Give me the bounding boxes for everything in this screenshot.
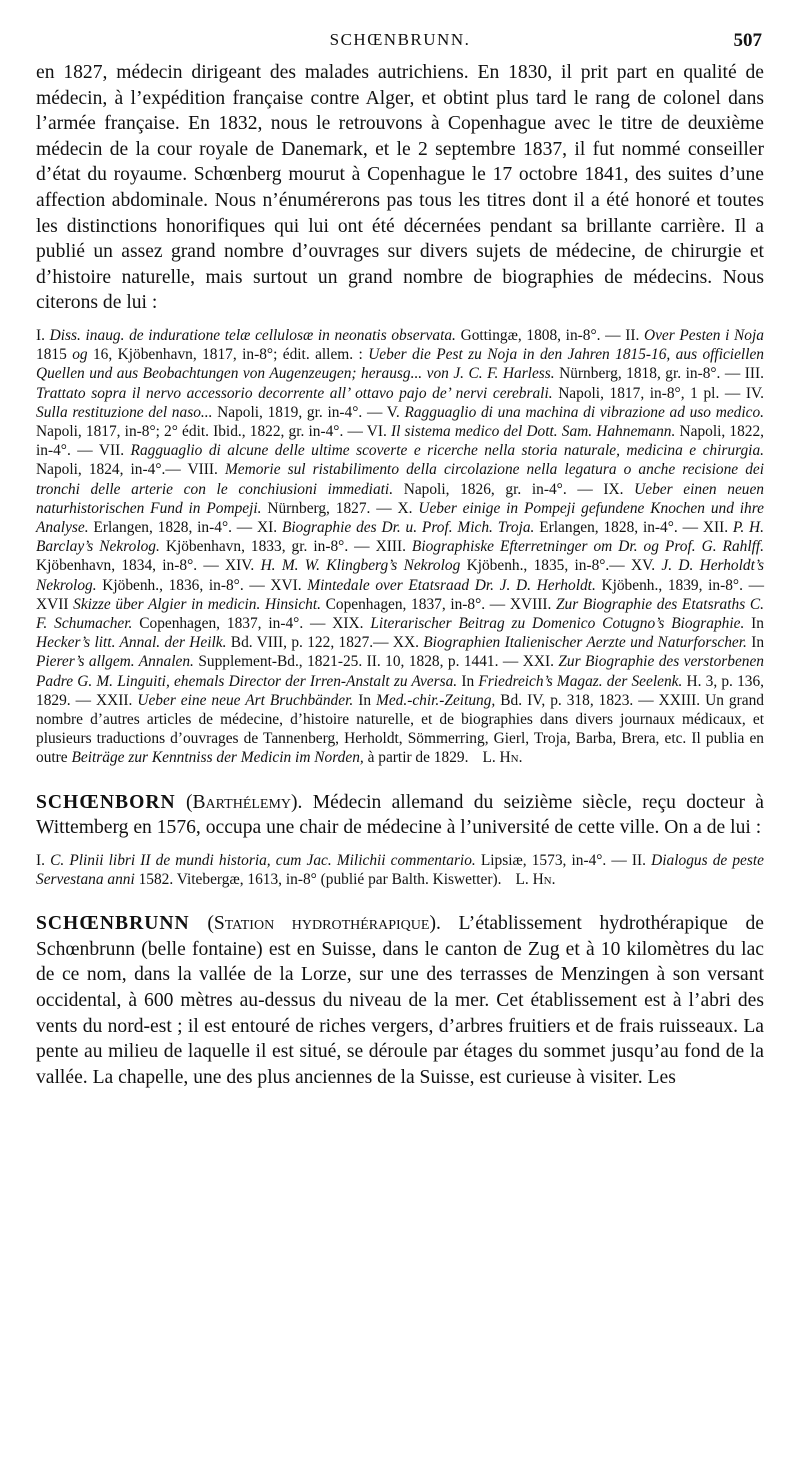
work-title: Friedreich’s Magaz. der Seelenk. bbox=[478, 672, 683, 690]
work-title: Ragguaglio di una machina di vibrazione ad uso medico. bbox=[404, 403, 764, 421]
work-number: XXIII. bbox=[658, 691, 706, 709]
work-details: Gottingæ, 1808, in-8°. — bbox=[455, 326, 626, 344]
work-details: 1582. Vitebergæ, 1613, in-8° (publié par Balth. Kiswetter). bbox=[134, 871, 502, 888]
work-title: Dialogus de peste Servestana anni bbox=[36, 851, 764, 888]
work-title: Biographien Italienischer Aerzte und Naturforscher. bbox=[423, 634, 747, 652]
work-details: In bbox=[457, 672, 479, 690]
bibliography-item bbox=[72, 346, 368, 363]
work-details: Erlangen, 1828, in-4°. — bbox=[534, 518, 703, 536]
work-title: Beiträge zur Kenntniss der Medicin im Norden, bbox=[71, 749, 364, 767]
work-title: Hecker’s litt. Annal. der Heilk. bbox=[36, 634, 227, 652]
work-number: II. bbox=[625, 326, 644, 344]
work-title: Med.-chir.-Zeitung, bbox=[376, 691, 496, 709]
work-details: Erlangen, 1828, in-4°. — bbox=[88, 518, 258, 536]
bibliography-item bbox=[71, 749, 468, 766]
work-details: Lipsiæ, 1573, in-4°. — bbox=[475, 851, 632, 869]
work-title: Ueber die Pest zu Noja in den Jahren 1815-16, aus officiellen Quellen und aus Beobachtungen von Augenzeugen; herausg... von J. C. F. Harless. bbox=[36, 346, 764, 383]
work-number: XVIII. bbox=[509, 595, 556, 613]
work-details: Kjöbenh., 1836, in-8°. — bbox=[96, 576, 271, 594]
work-number: XXI. bbox=[522, 653, 559, 671]
work-title: Trattato sopra il nervo accessorio decorrente all’ ottavo pajo de’ nervi cerebrali. bbox=[36, 384, 553, 402]
work-title: Biographiske Efterretninger om Dr. og Prof. G. Rahlff. bbox=[411, 538, 765, 556]
work-number: XX. bbox=[392, 634, 424, 652]
entry-schoenborn bbox=[36, 790, 764, 890]
work-number: IV. bbox=[745, 384, 764, 402]
work-title: Sulla restituzione del naso... bbox=[36, 403, 213, 421]
work-details: Bd. IV, p. 318, 1823. — bbox=[495, 691, 659, 709]
work-title: Zur Biographie des Etatsraths C. F. Schumacher. bbox=[36, 595, 764, 632]
work-details: à partir de 1829. bbox=[363, 749, 469, 767]
work-number: X. bbox=[397, 499, 419, 517]
work-title: Ueber einige in Pompeji gefundene Knochen und ihre Analyse. bbox=[36, 499, 764, 536]
schoenborn-qualifier: (Barthélemy). bbox=[185, 791, 303, 813]
work-details: Copenhagen, 1837, in-4°. — bbox=[132, 614, 333, 632]
work-title: Biographie des Dr. u. Prof. Mich. Troja. bbox=[281, 518, 535, 536]
work-details: In bbox=[744, 614, 764, 632]
running-head: SCHŒNBRUNN. bbox=[329, 30, 471, 49]
work-title: P. H. Barclay’s Nekrolog. bbox=[36, 518, 764, 556]
bibliography-item bbox=[36, 653, 523, 670]
work-details: Nürnberg, 1818, gr. in-8°. — bbox=[554, 365, 745, 383]
schoenbrunn-paragraph bbox=[36, 911, 764, 1090]
schoenbrunn-text: L’établissement hydrothérapique de Schœnbrunn (belle fontaine) est en Suisse, dans le canton de Zug et à 10 kilomètres du lac de ce nom, dans la vallée de la Lorze, sur une des terrasses de Menzingen à son versant occidental, à 600 mètres au-dessus du niveau de la mer. Cet établissement est à l’abri des vents du nord-est ; il est entouré de riches vergers, d’arbres fruitiers et de frais ruisseaux. La pente au milieu de laquelle il est situé, se déroule par étages du sommet jusqu’au fond de la vallée. La chapelle, une des plus anciennes de la Suisse, est curieuse à visiter. Les bbox=[36, 913, 764, 1088]
work-title: Diss. inaug. de induratione telæ cellulosæ in neonatis observata. bbox=[49, 326, 456, 344]
work-number: XVII bbox=[36, 595, 74, 613]
schoenborn-works-list bbox=[36, 852, 764, 888]
work-details: Kjöbenhavn, 1834, in-8°. — bbox=[36, 557, 226, 575]
work-details: Kjöbenhavn, 1833, gr. in-8°. — bbox=[159, 538, 376, 556]
work-number: VII. bbox=[98, 442, 131, 460]
work-details: H. 3, p. 136, 1829. — bbox=[36, 672, 765, 709]
work-title: C. Plinii libri II de mundi historia, cum Jac. Milichii commentario. bbox=[50, 851, 476, 869]
work-number: III. bbox=[744, 365, 765, 383]
work-title: og bbox=[72, 346, 88, 364]
schoenbrunn-headword: SCHŒNBRUNN bbox=[36, 913, 190, 935]
work-details: Napoli, 1824, in-4°.— bbox=[36, 461, 188, 479]
schoenborn-bibliography bbox=[36, 851, 764, 889]
schoenbrunn-qualifier: (Station hydrothérapique). bbox=[207, 913, 441, 935]
work-details: Napoli, 1822, in-4°. — bbox=[36, 422, 765, 460]
schoenborn-text: Médecin allemand du seizième siècle, reçu docteur à Wittemberg en 1576, occupa une chair de médecine à l’université de cette ville. On a de lui : bbox=[36, 791, 764, 839]
work-title: Ueber einen neuen naturhistorischen Fund in Pompeji. bbox=[36, 480, 765, 517]
schoenberg-bibliography bbox=[36, 326, 764, 768]
work-title: Zur Biographie des verstorbenen Padre G. M. Linguiti, ehemals Director der Irren-Anstalt zu Aversa. bbox=[36, 653, 764, 690]
bibliography-item bbox=[270, 577, 764, 594]
entry-schoenbrunn bbox=[36, 911, 764, 1090]
work-number: IX. bbox=[603, 480, 635, 498]
work-number: I. bbox=[36, 326, 50, 344]
work-details: Napoli, 1819, gr. in-4°. — bbox=[212, 403, 387, 421]
work-details: Nürnberg, 1827. — bbox=[261, 499, 398, 517]
work-title: Pierer’s allgem. Annalen. bbox=[36, 653, 194, 671]
page-header bbox=[36, 0, 764, 60]
work-title: Ueber eine neue Art Bruchbänder. bbox=[137, 691, 354, 709]
work-title: H. M. W. Klingberg’s Nekrolog bbox=[260, 557, 461, 575]
bibliography-item bbox=[36, 634, 393, 651]
schoenberg-works-list bbox=[36, 327, 764, 766]
bibliography-item bbox=[36, 327, 625, 344]
work-number: I. bbox=[36, 851, 51, 869]
schoenberg-signature: L. Hn. bbox=[482, 749, 523, 767]
work-number: II. bbox=[631, 851, 652, 869]
work-details: Kjöbenh., 1839, in-8°. — bbox=[595, 576, 764, 594]
work-title: Literarischer Beitrag zu Domenico Cotugno’s Biographie. bbox=[370, 614, 745, 632]
work-title: Skizze über Algier in medicin. Hinsicht. bbox=[73, 595, 321, 613]
work-details: Un grand nombre d’autres articles de médecine, d’histoire naturelle, et de biographies dans divers journaux médicaux, et plusieurs traductions d’ouvrages de Tannenberg, Herholdt, Sömmerring, Gierl, Troja, Barba, Brera, etc. Il publia en outre bbox=[36, 691, 764, 767]
work-number: VIII. bbox=[187, 461, 225, 479]
work-title: Over Pesten i Noja bbox=[643, 326, 764, 344]
work-details: 1815 bbox=[36, 346, 73, 364]
work-number: XI. bbox=[257, 518, 282, 536]
work-title: Memorie sul ristabilimento della circolazione nella legatura o anche recisione dei tronchi delle arterie con le conchiusioni immediati. bbox=[36, 461, 764, 498]
work-number: XIX. bbox=[332, 614, 371, 632]
work-details: Bd. VIII, p. 122, 1827.— bbox=[226, 634, 393, 652]
bibliography-item bbox=[36, 596, 510, 613]
work-number: XV. bbox=[630, 557, 662, 575]
work-number: XXII. bbox=[96, 691, 138, 709]
work-details: In bbox=[746, 634, 765, 652]
work-number: VI. bbox=[366, 422, 391, 440]
schoenborn-headword: SCHŒNBORN bbox=[36, 791, 176, 813]
work-number: XVI. bbox=[270, 576, 308, 594]
work-details: Kjöbenh., 1835, in-8°.— bbox=[460, 557, 631, 575]
work-number: XIV. bbox=[225, 557, 261, 575]
work-details: 16, Kjöbenhavn, 1817, in-8°; édit. allem. : bbox=[87, 346, 369, 364]
work-details: Napoli, 1826, gr. in-4°. — bbox=[393, 480, 604, 498]
work-number: XII. bbox=[702, 518, 733, 536]
work-title: Il sistema medico del Dott. Sam. Hahnemann. bbox=[390, 422, 676, 440]
work-number: V. bbox=[386, 403, 405, 421]
schoenborn-paragraph bbox=[36, 790, 764, 841]
work-details: Copenhagen, 1837, in-8°. — bbox=[320, 595, 510, 613]
work-title: J. D. Herholdt’s Nekrolog. bbox=[36, 557, 765, 594]
schoenborn-signature: L. Hn. bbox=[515, 871, 556, 888]
work-details: Napoli, 1817, in-8°, 1 pl. — bbox=[552, 384, 746, 402]
page-number: 507 bbox=[733, 30, 762, 51]
work-details: Supplement-Bd., 1821-25. II. 10, 1828, p. 1441. — bbox=[193, 653, 523, 671]
work-details: Napoli, 1817, in-8°; 2° édit. Ibid., 1822, gr. in-4°. — bbox=[36, 422, 367, 440]
bibliography-item bbox=[376, 692, 659, 709]
work-details: In bbox=[353, 691, 377, 709]
bibliography-item bbox=[393, 634, 764, 651]
bibliography-item bbox=[257, 519, 703, 536]
work-title: Ragguaglio di alcune delle ultime scoverte e ricerche nella storia naturale, medicina e chirurgia. bbox=[130, 442, 765, 460]
bibliography-item bbox=[36, 852, 632, 869]
bibliography-item bbox=[332, 615, 764, 632]
work-title: Mintedale over Etatsraad Dr. J. D. Herholdt. bbox=[307, 576, 596, 594]
work-number: XIII. bbox=[375, 538, 412, 556]
bibliography-item bbox=[225, 557, 631, 574]
bibliography-item bbox=[96, 692, 376, 709]
schoenberg-paragraph: en 1827, médecin dirigeant des malades autrichiens. En 1830, il prit part en qualité de médecin, à l’expédition française contre Alger, et obtint plus tard le rang de colonel dans l’armée française. En 1832, nous le retrouvons à Copenhague avec le titre de deuxième médecin de la cour royale de Danemark, et le 2 septembre 1837, il fut nommé conseiller d’état du royaume. Schœnberg mourut à Copenhague le 17 octobre 1841, des suites d’une affection abdominale. Nous n’énumérerons pas tous les titres dont il a été honoré et toutes les distinctions honorifiques qui lui ont été décernées pendant sa brillante carrière. Il a publié un assez grand nombre d’ouvrages sur divers sujets de médecine, de chirurgie et d’histoire naturelle, mais surtout un grand nombre de biographies de médecins. Nous citerons de lui : bbox=[36, 62, 764, 314]
